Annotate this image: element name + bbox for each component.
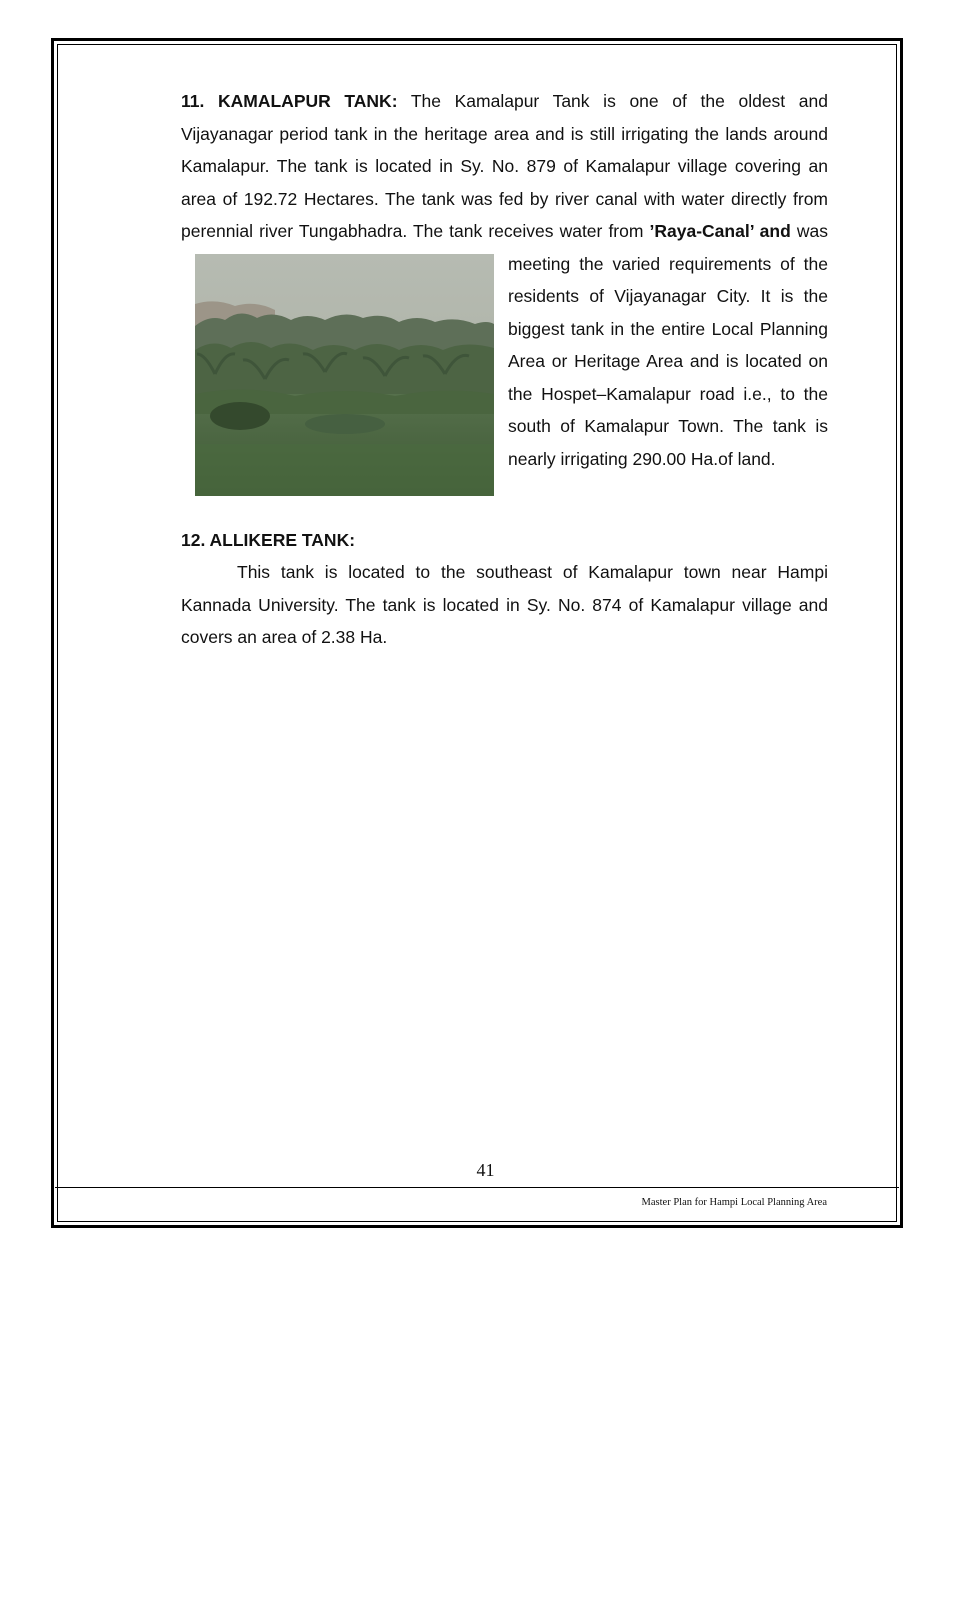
section-title-kamalapur: 11. KAMALAPUR TANK: [181,91,398,111]
section-text-allikere: This tank is located to the southeast of Kamalapur town near Hampi Kannada University. The tank is located in Sy. No. 874 of Kamalapur village and covers an area of 2.38 Ha. [181,562,828,647]
section-allikere-tank [181,496,828,654]
section-text-part-1: The Kamalapur Tank is one of the oldest and Vijayanagar period tank in the heritage area and is still irrigating the lands around Kamalapur. The tank is located in Sy. No. 879 of Kamalapur village covering an area of 192.72 Hectares. The tank was fed by river canal with water directly from perennial river Tungabhadra. The tank receives water from [181,91,828,241]
section-kamalapur-tank [181,85,828,475]
landscape-photo-image [195,254,494,496]
page-content [181,85,828,654]
footer-divider [55,1187,899,1188]
page-number: 41 [476,1160,495,1180]
tank-photo [195,254,494,496]
section-text-part-2: was meeting the varied requirements of the residents of Vijayanagar City. It is the biggest tank in the entire Local Planning Area or Heritage Area and is located on the Hospet–Kamalapur road i.e., to the south of Kamalapur Town. The tank is nearly irrigating 290.00 Ha.of land. [508,221,828,469]
section-title-allikere: 12. ALLIKERE TANK: [181,529,356,550]
footer-caption: Master Plan for Hampi Local Planning Area [641,1197,827,1208]
raya-canal-bold: ’Raya-Canal’ and [649,221,791,241]
